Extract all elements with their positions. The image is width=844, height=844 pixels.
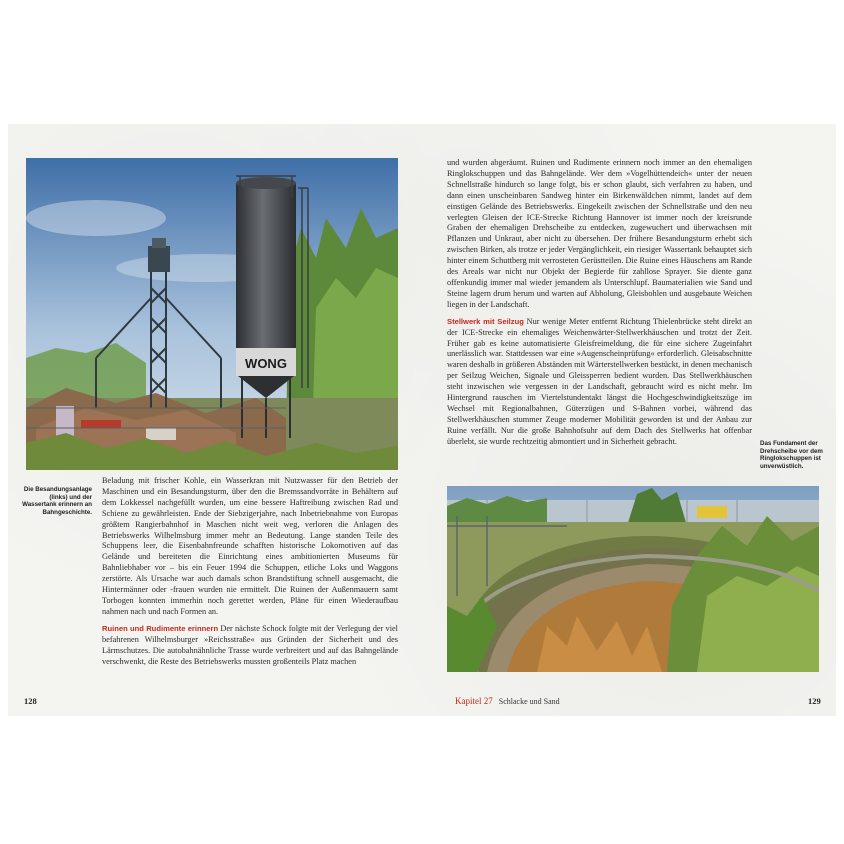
left-paragraph-2 bbox=[102, 624, 398, 668]
graffiti-text: WONG bbox=[245, 356, 287, 371]
page-number-left: 128 bbox=[24, 696, 37, 706]
subhead-stellwerk: Stellwerk mit Seilzug bbox=[447, 316, 524, 326]
photo-sanding-tower-water-tank bbox=[26, 158, 398, 470]
photo-illustration-turntable bbox=[447, 486, 819, 672]
photo-turntable-foundation bbox=[447, 486, 819, 672]
right-paragraph-2 bbox=[447, 317, 752, 448]
right-photo-caption: Das Fundament der Drehscheibe vor dem Ringlokschuppen ist unverwüstlich. bbox=[760, 440, 823, 470]
left-photo-caption: Die Besandungsanlage (links) und der Wassertank erinnern an Bahngeschichte. bbox=[22, 486, 92, 516]
left-paragraph-2-text: Der nächste Schock folgte mit der Verlegung der viel befahrenen Wilhelmsburger »Reichsstraße« aus Gründen der Sicherheit und des Lärmschutzes. Die autobahnähnliche Trasse wurde verbreitert und auf das Bahngelände verschwenkt, die Reste des Betriebswerks mussten großenteils Platz machen bbox=[102, 623, 398, 666]
right-body-text bbox=[447, 158, 752, 448]
left-page bbox=[8, 124, 422, 716]
right-paragraph-1: und wurden abgeräumt. Ruinen und Rudimente erinnern noch immer an den ehemaligen Ringlokschuppen und das Bahngelände. Wer dem »Vogelhüttendeich« unter der neuen Schnellstraße hindurch so lange folgt, bis er schon glaubt, sich verfahren zu haben, und dann einen unscheinbaren Sandweg hinter ein Birkenwäldchen nimmt, landet auf dem einstigen Gelände des Betriebswerks. Eingekeilt zwischen der Schnellstraße und den neu verlegten Gleisen der ICE-Strecke Richtung Hannover ist immer noch der kreisrunde Graben der ehemaligen Drehscheibe zu entdecken, zugewuchert und überwachsen mit Pflanzen und Unkraut, aber nicht zu übersehen. Der frühere Besandungsturm erhebt sich zwischen Birken, als trotze er jeder Vergänglichkeit, ein riesiger Wassertank behauptet sich hinter einem Schuttberg mit verrosteten Gerüstteilen. Die Ruine eines Häuschens am Rande des Areals war nicht nur Objekt der Begierde für zahllose Sprayer. Sie diente ganz offenkundig immer mal wieder jemandem als Unterschlupf. Baumaterialien wie Sand und Steine lagern drum herum und warten auf Abholung, Gleisbohlen und ausgebaute Weichen liegen in der Landschaft. bbox=[447, 158, 752, 309]
book-spread bbox=[8, 124, 836, 716]
right-page bbox=[422, 124, 836, 716]
chapter-title: Schlacke und Sand bbox=[498, 697, 560, 706]
subhead-ruinen: Ruinen und Rudimente erinnern bbox=[102, 623, 219, 633]
page-number-right: 129 bbox=[808, 696, 821, 706]
running-footer bbox=[455, 696, 560, 706]
right-paragraph-2-text: Nur wenige Meter entfernt Richtung Thielenbrücke steht direkt an der ICE-Strecke ein ehemaliges Weichenwärter-Stellwerkhäuschen und trotzt der Zeit. Früher gab es keine automatisierte Gleisfreimeldung, die für eine sichere Zugeinfahrt unerlässlich war. Stattdessen war eine »Augenscheinprüfung« erforderlich. Gleisabschnitte waren deshalb in größeren Abständen mit Wärterstellwerken bestückt, in denen mechanisch per Seilzug Weichen, Signale und Gleissperren bedient wurden. Das Stellwerkhäuschen steht inzwischen wie vergessen in der Landschaft, gebraucht wird es nicht mehr. Im Hintergrund rauschen im Viertelstundentakt längst die Hochgeschwindigkeitszüge im Wechsel mit Regionalbahnen, Güterzügen und S-Bahnen vorbei, während das Stellwerkhäuschen stummer Zeuge moderner Mobilität geworden ist und der Anbau zur Ruine verfällt. Nur die große Bahnhofsuhr auf dem Dach des Stellwerks hat offenbar überlebt, sie wurde rechtzeitig abmontiert und in Sicherheit gebracht. bbox=[447, 316, 752, 446]
chapter-label: Kapitel 27 bbox=[455, 696, 493, 706]
left-paragraph-1: Beladung mit frischer Kohle, ein Wasserkran mit Nutzwasser für den Betrieb der Maschinen und ein Besandungsturm, über den die Bremssandvorräte in Behältern auf dem Lokkessel nachgefüllt wurden, um eine bessere Haftreibung zwischen Rad und Schiene zu gewährleisten. Ende der Siebzigerjahre, nach Inbetriebnahme von Europas größtem Rangierbahnhof in Maschen nicht weit weg, verloren die Anlagen des Betriebswerks Wilhelmsburg immer mehr an Bedeutung. Lange standen Teile des Schuppens leer, die Eisenbahnfreunde schafften historische Lokomotiven auf das Gelände und bereiteten die Einrichtung eines ambitionierten Museums für Bahnliebhaber vor – bis ein Feuer 1994 die Schuppen, etliche Loks und Waggons zerstörte. Als Ursache war auch damals schon Brandstiftung schnell ausgemacht, die Hintermänner oder -frauen wurden nie ermittelt. Die Ruinen der Außenmauern samt Torbogen konnten immerhin noch gerettet werden, Pläne für einen Wiederaufbau nahmen nach und nach Formen an. bbox=[102, 476, 398, 616]
photo-illustration bbox=[26, 158, 398, 470]
left-body-text bbox=[102, 476, 398, 667]
